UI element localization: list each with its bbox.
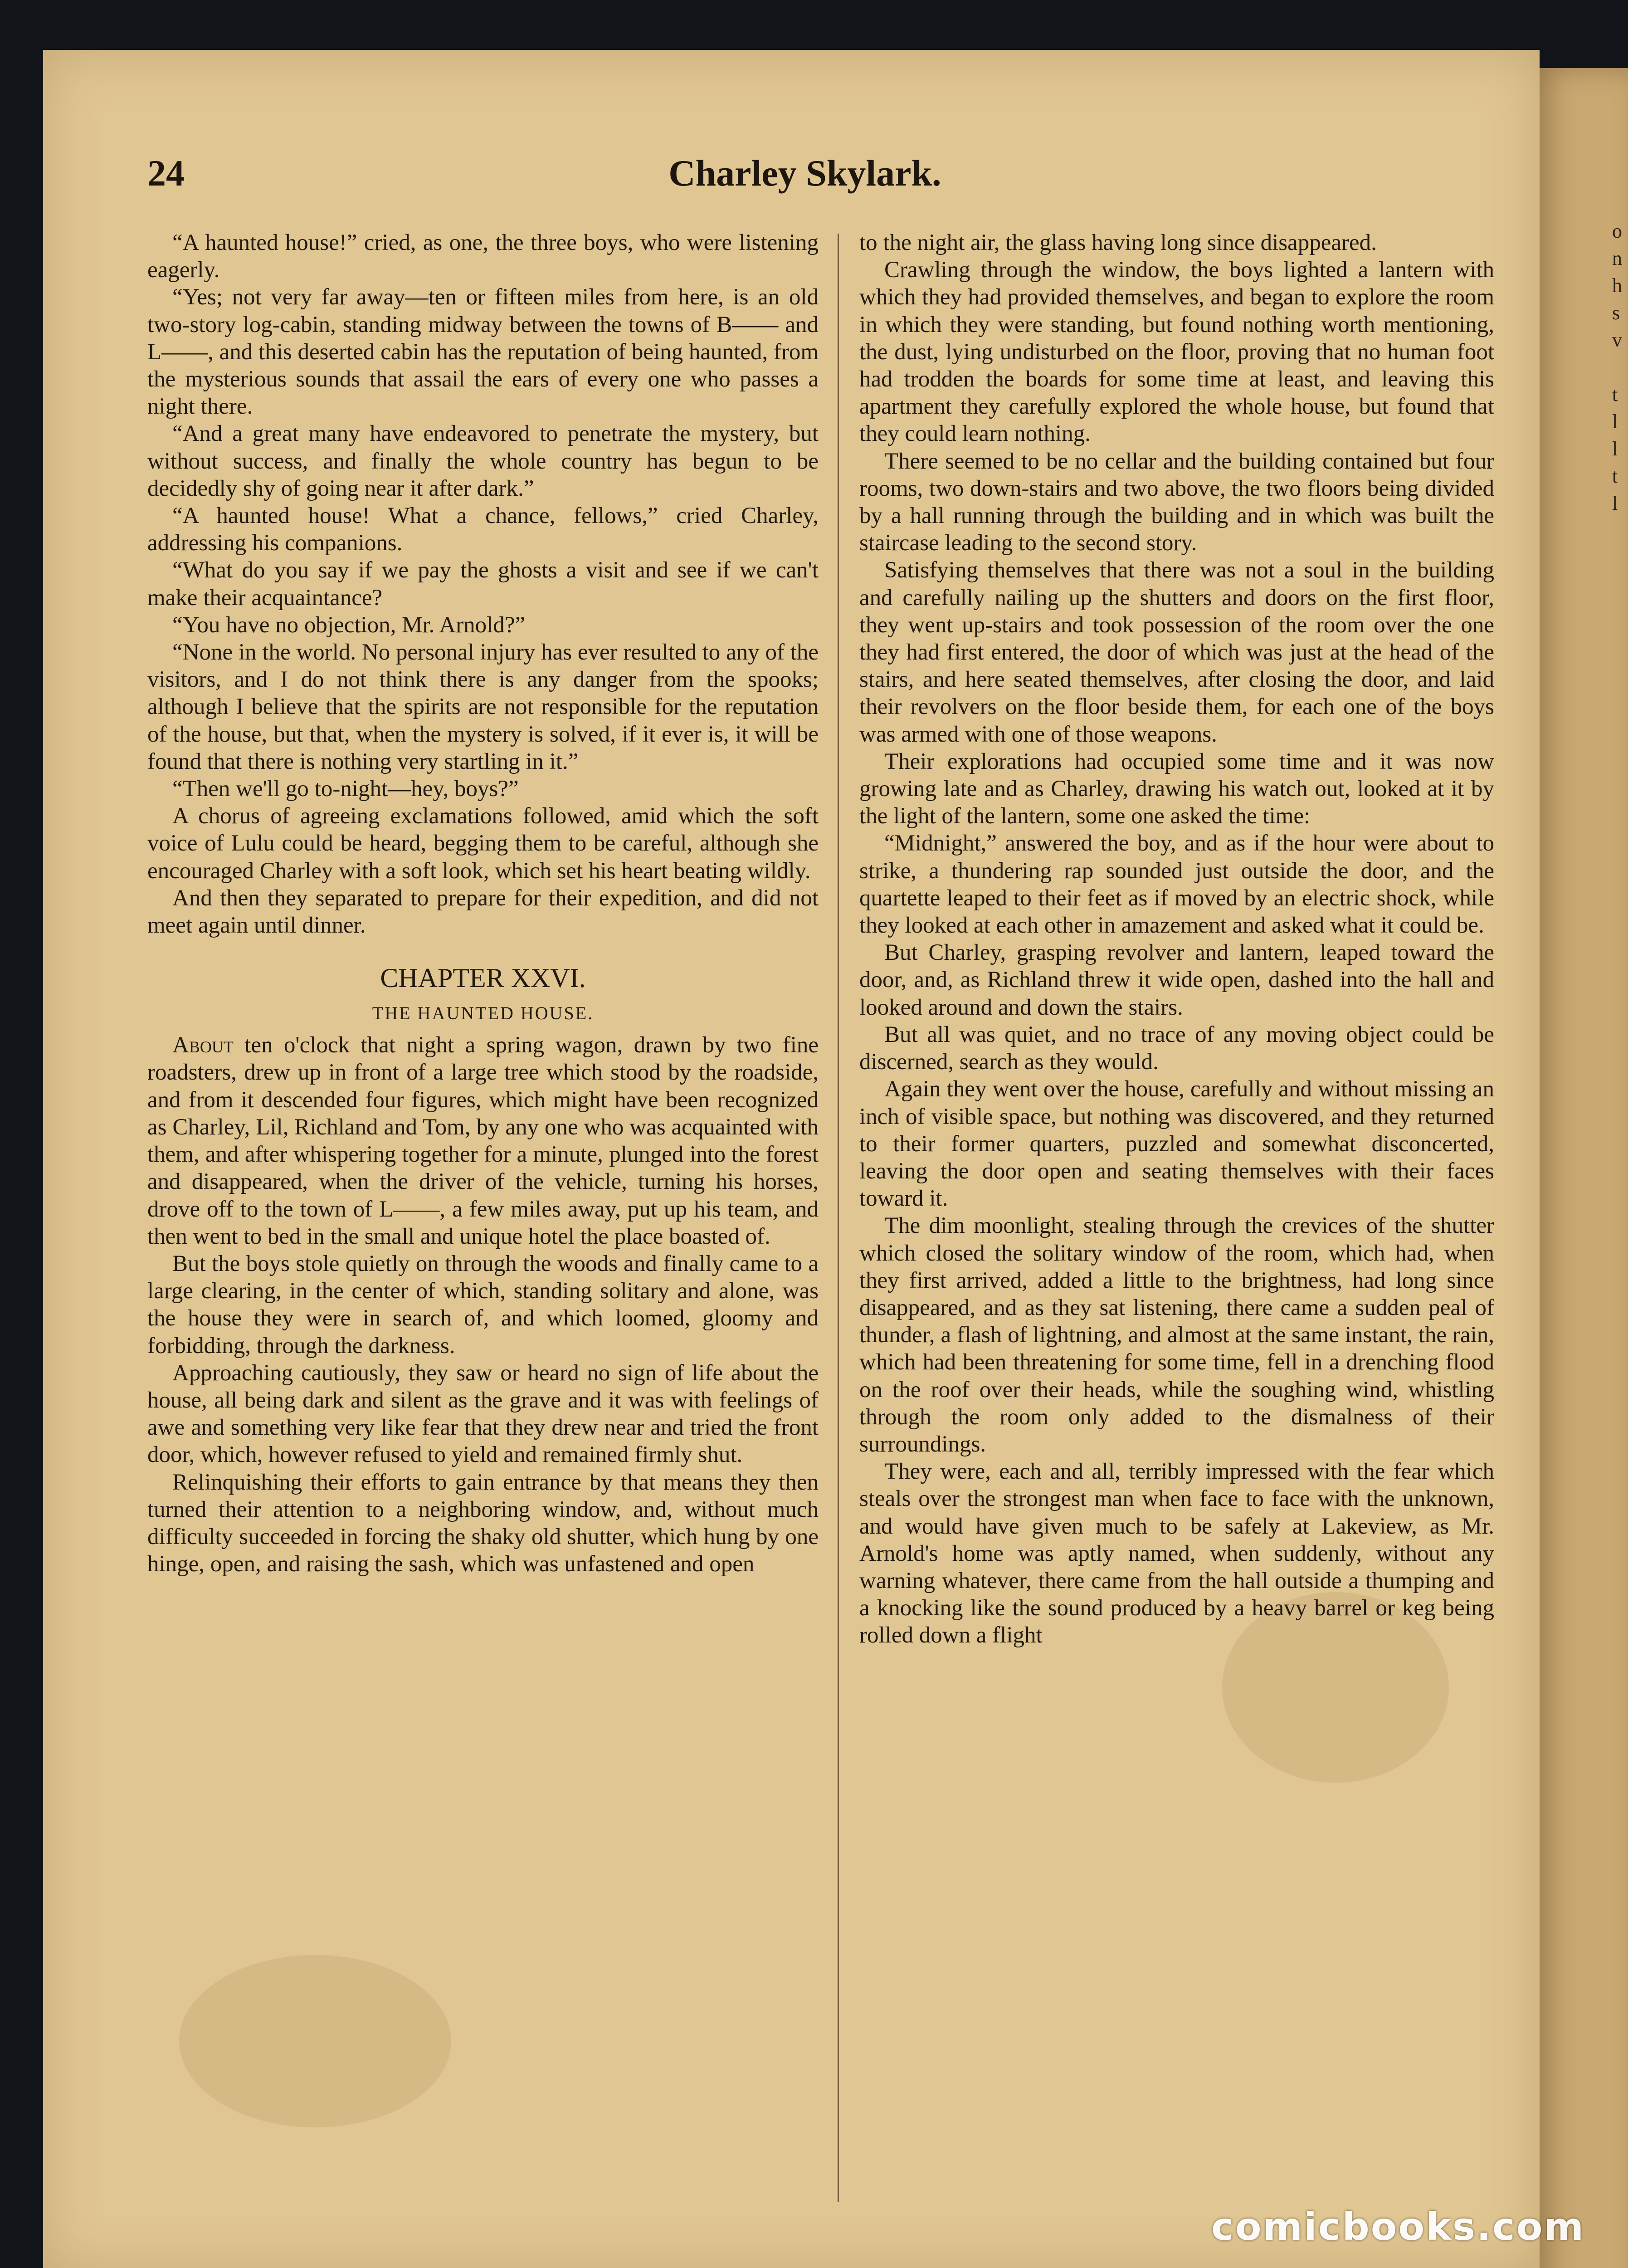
paragraph: “And a great many have endeavored to penetrate the mystery, but without success, and finally the whole country has begun to be decidedly shy of going near it after dark.”	[147, 421, 819, 501]
chapter-lead-word: About	[172, 1032, 234, 1058]
adjacent-page-fragment: l	[1612, 492, 1618, 514]
paragraph: They were, each and all, terribly impressed with the fear which steals over the strongest man when face to face with the unknown, and would have given much to be safely at Lakeview, as Mr. Arnold's home was aptly named, when suddenly, without any warning whatever, there came from the hall outside a thumping and a knocking like the sound produced by a heavy barrel or keg being rolled down a flight	[859, 1459, 1494, 1648]
paragraph: to the night air, the glass having long since disappeared.	[859, 230, 1377, 255]
adjacent-page-fragment: t	[1612, 383, 1618, 406]
paragraph: But all was quiet, and no trace of any moving object could be discerned, search as they would.	[859, 1022, 1494, 1075]
site-watermark: comicbooks.com	[1211, 2204, 1585, 2249]
paragraph: But Charley, grasping revolver and lantern, leaped toward the door, and, as Richland threw it wide open, dashed into the hall and looked around and down the stairs.	[859, 940, 1494, 1020]
paragraph: “A haunted house! What a chance, fellows,” cried Charley, addressing his companions.	[147, 503, 819, 556]
book-page	[43, 50, 1540, 2268]
adjacent-page-fragment: t	[1612, 465, 1618, 487]
paragraph: “Yes; not very far away—ten or fifteen miles from here, is an old two-story log-cabin, standing midway between the towns of B—— and L——, and this deserted cabin has the reputation of being haunted, from the mysterious sounds that assail the ears of every one who passes a night there.	[147, 284, 819, 420]
paragraph: And then they separated to prepare for their expedition, and did not meet again until dinner.	[147, 885, 819, 938]
paragraph: There seemed to be no cellar and the building contained but four rooms, two down-stairs and two above, the two floors being divided by a hall running through the building and in which was built the staircase leading to the second story.	[859, 448, 1494, 556]
adjacent-page-fragment: s	[1612, 302, 1620, 324]
chapter-title: CHAPTER XXVI.	[380, 963, 586, 993]
adjacent-page-fragment: v	[1612, 329, 1622, 351]
adjacent-page-fragment: l	[1612, 411, 1618, 433]
paragraph: Relinquishing their efforts to gain entrance by that means they then turned their attention to a neighboring window, and, without much difficulty succeeded in forcing the shaky old shutter, which hung by one hinge, open, and raising the sash, which was unfastened and open	[147, 1469, 819, 1577]
column-divider	[838, 234, 839, 2202]
adjacent-page-fragment: o	[1612, 220, 1622, 242]
chapter-first-paragraph-text: ten o'clock that night a spring wagon, drawn by two fine roadsters, drew up in front of a large tree which stood by the roadside, and from it descended four figures, which might have been recognized as Charley, Lil, Richland and Tom, by any one who was acquainted with them, and after whispering together for a minute, plunged into the forest and disappeared, when the driver of the vehicle, turning his horses, drove off to the town of L——, a few miles away, put up his team, and then went to bed in the small and unique hotel the place boasted of.	[147, 1032, 819, 1249]
adjacent-page-fragment: h	[1612, 274, 1622, 297]
running-title: Charley Skylark.	[668, 152, 941, 194]
paragraph: “Midnight,” answered the boy, and as if the hour were about to strike, a thundering rap sounded just outside the door, and the quartette leaped to their feet as if moved by an electric shock, while they looked at each other in amazement and asked what it could be.	[859, 831, 1494, 938]
adjacent-page-fragment: l	[1612, 438, 1618, 460]
paragraph: “None in the world. No personal injury has ever resulted to any of the visitors, and I do not think there is any danger from the spooks; although I believe that the spirits are not responsible for the reputation of the house, but that, when the mystery is solved, if it ever is, it will be found that there is nothing very startling in it.”	[147, 640, 819, 774]
paragraph: “You have no objection, Mr. Arnold?”	[172, 612, 526, 638]
paragraph: The dim moonlight, stealing through the crevices of the shutter which closed the solitary window of the room, which had, when they first arrived, added a little to the brightness, had long since disappeared, and as they sat listening, there came a sudden peal of thunder, a flash of lightning, and almost at the same instant, the rain, which had been threatening for some time, fell in a drenching flood on the roof over their heads, while the soughing wind, whistling through the room only added to the dismalness of their surroundings.	[859, 1213, 1494, 1457]
right-column	[859, 229, 1494, 1649]
adjacent-page-edge	[1535, 68, 1628, 2268]
paragraph: “What do you say if we pay the ghosts a visit and see if we can't make their acquaintance?	[147, 557, 819, 611]
paragraph: Satisfying themselves that there was not a soul in the building and carefully nailing up the shutters and doors on the first floor, they went up-stairs and took possession of the room over the one they had first entered, the door of which was just at the head of the stairs, and here seated themselves, after closing the door, and laid their revolvers on the floor beside them, for each one of the boys was armed with one of those weapons.	[859, 557, 1494, 747]
paragraph: “A haunted house!” cried, as one, the three boys, who were listening eagerly.	[147, 230, 819, 283]
paragraph: “Then we'll go to-night—hey, boys?”	[172, 776, 519, 802]
chapter-first-paragraph	[147, 1031, 819, 1250]
paragraph: Crawling through the window, the boys lighted a lantern with which they had provided themselves, and began to explore the room in which they were standing, but found nothing worth mentioning, the dust, lying undisturbed on the floor, proving that no human foot had trodden the boards for some time at least, and leaving this apartment they carefully explored the whole house, but found that they could learn nothing.	[859, 257, 1494, 447]
paragraph: But the boys stole quietly on through the woods and finally came to a large clearing, in the center of which, standing solitary and alone, was the house they were in search of, and which loomed, gloomy and forbidding, through the darkness.	[147, 1251, 819, 1359]
left-column	[147, 229, 819, 1578]
paragraph: A chorus of agreeing exclamations followed, amid which the soft voice of Lulu could be heard, begging them to be careful, although she encouraged Charley with a soft look, which set his heart beating wildly.	[147, 803, 819, 884]
paragraph: Their explorations had occupied some time and it was now growing late and as Charley, drawing his watch out, looked at it by the light of the lantern, some one asked the time:	[859, 748, 1494, 829]
page-header	[43, 152, 1540, 202]
paper-stain	[179, 1955, 451, 2127]
adjacent-page-fragment: n	[1612, 247, 1622, 269]
paragraph: Again they went over the house, carefully and without missing an inch of visible space, but nothing was discovered, and they returned to their former quarters, puzzled and somewhat disconcerted, leaving the door open and seating themselves with their faces toward it.	[859, 1076, 1494, 1212]
chapter-subtitle: THE HAUNTED HOUSE.	[372, 1003, 594, 1024]
paragraph: Approaching cautiously, they saw or heard no sign of life about the house, all being dark and silent as the grave and it was with feelings of awe and something very like fear that they drew near and tried the front door, which, however refused to yield and remained firmly shut.	[147, 1360, 819, 1468]
page-number: 24	[147, 152, 185, 194]
